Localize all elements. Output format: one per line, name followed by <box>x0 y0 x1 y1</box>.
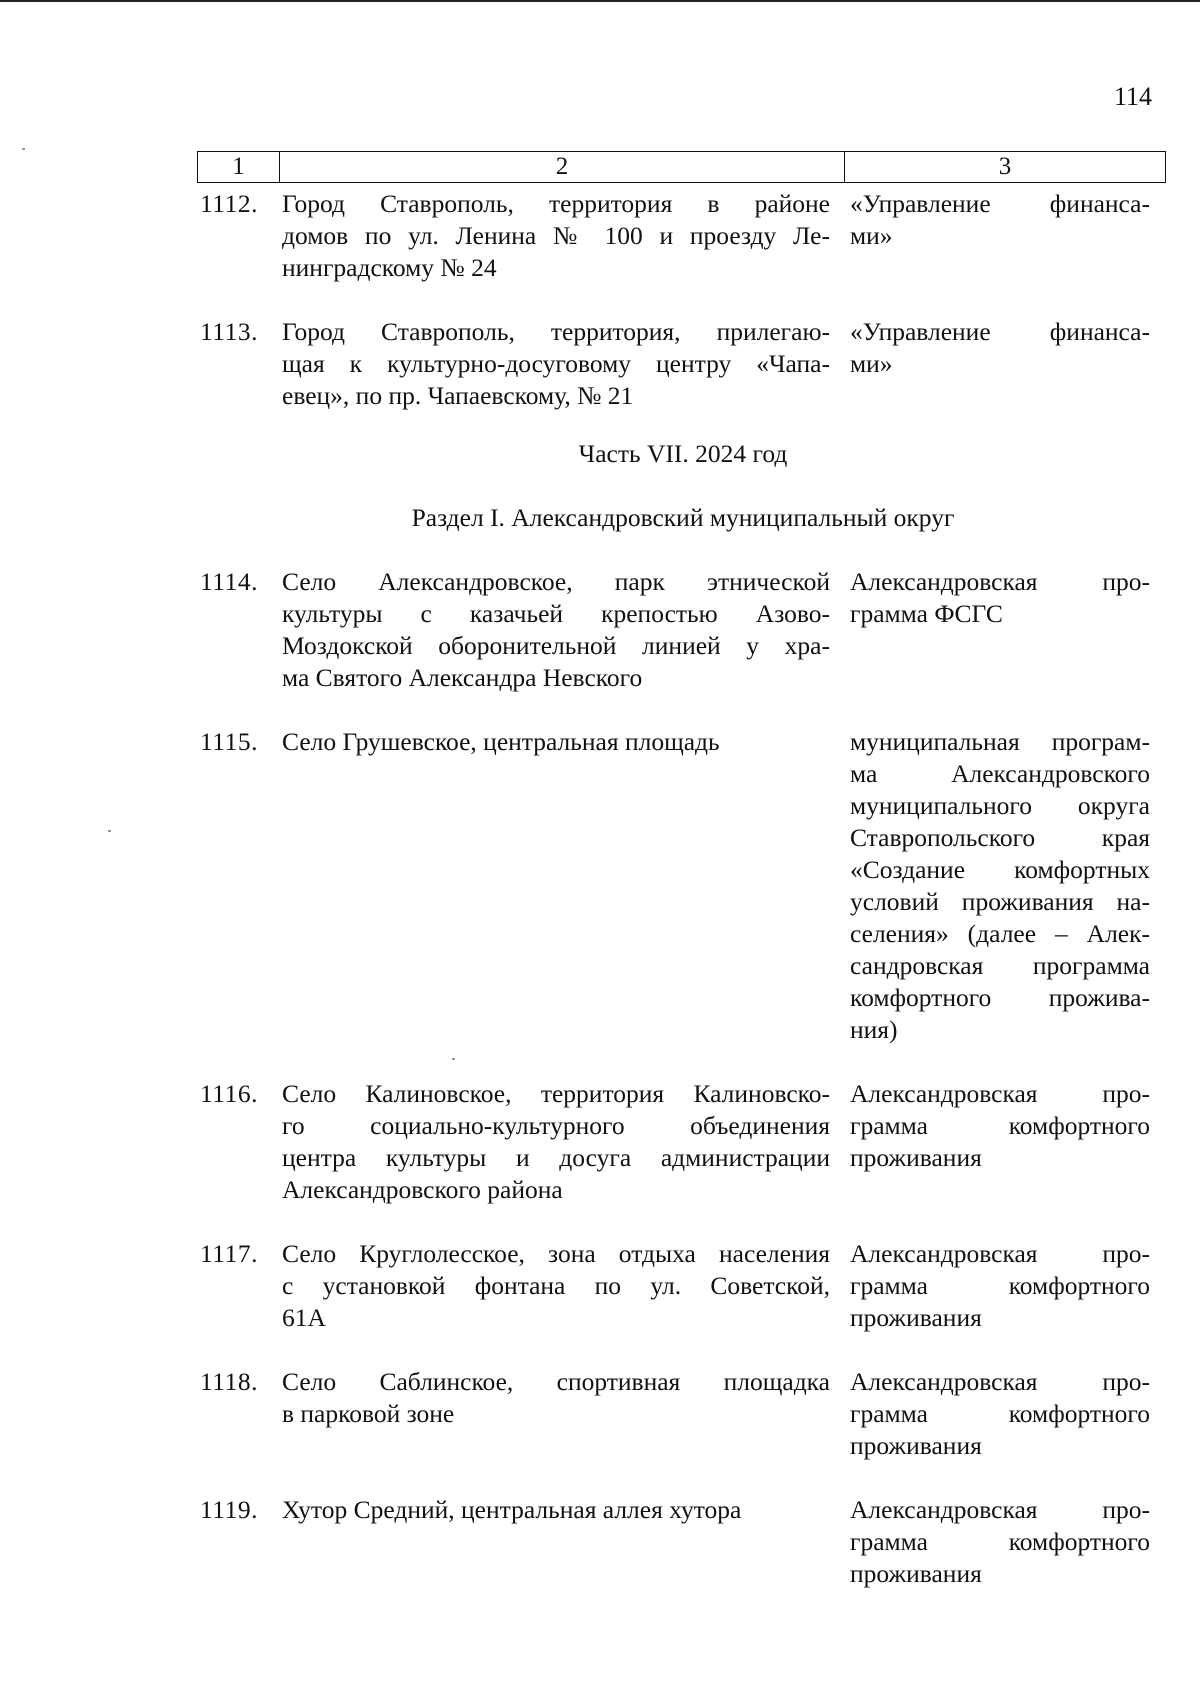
row-location <box>282 566 830 694</box>
row-number: 1113. <box>200 317 258 346</box>
row-location <box>282 188 830 284</box>
row-program <box>850 188 1150 284</box>
table-row <box>200 1078 1166 1206</box>
part-title: Часть VII. 2024 год <box>578 439 788 468</box>
location-line: домов по ул. Ленина № 100 и проезду Ле- <box>282 221 830 250</box>
table-row <box>200 1366 1166 1462</box>
section-title: Раздел I. Александровский муниципальный округ <box>411 503 955 532</box>
table-row <box>200 726 1166 1046</box>
location-line: в парковой зоне <box>282 1399 455 1428</box>
program-line: Александровская про- <box>850 1239 1150 1268</box>
program-line: ния) <box>850 1015 898 1044</box>
table-row <box>200 1238 1166 1334</box>
row-program <box>850 1078 1150 1206</box>
location-line: щая к культурно-досуговому центру «Чапа- <box>282 349 830 378</box>
location-line: го социально-культурного объединения <box>282 1111 830 1140</box>
program-line: проживания <box>850 1303 982 1332</box>
row-location <box>282 316 830 412</box>
program-line: «Управление финанса- <box>850 189 1150 218</box>
row-number: 1118. <box>200 1367 258 1396</box>
location-line: Хутор Средний, центральная аллея хутора <box>282 1495 742 1524</box>
program-line: ма Александровского <box>850 759 1150 788</box>
program-line: «Управление финанса- <box>850 317 1150 346</box>
program-line: грамма комфортного <box>850 1399 1150 1428</box>
scan-speck <box>108 830 111 832</box>
location-line: Село Александровское, парк этнической <box>282 567 830 596</box>
location-line: центра культуры и досуга администрации <box>282 1143 830 1172</box>
location-line: Село Саблинское, спортивная площадка <box>282 1367 830 1396</box>
program-line: муниципального округа <box>850 791 1150 820</box>
location-line: Село Калиновское, территория Калиновско- <box>282 1079 830 1108</box>
program-line: сандровская программа <box>850 951 1150 980</box>
row-program <box>850 566 1150 694</box>
row-program <box>850 316 1150 412</box>
location-line: культуры с казачьей крепостью Азово- <box>282 599 830 628</box>
program-line: «Создание комфортных <box>850 855 1150 884</box>
program-line: проживания <box>850 1143 982 1172</box>
table-row <box>200 566 1166 694</box>
table-row <box>200 188 1166 284</box>
row-location <box>282 1494 830 1590</box>
row-program <box>850 1366 1150 1462</box>
header-col-1: 1 <box>198 152 280 182</box>
header-col-3: 3 <box>998 153 1012 180</box>
document-body <box>200 188 1166 1590</box>
row-number: 1119. <box>200 1495 258 1524</box>
program-line: проживания <box>850 1431 982 1460</box>
location-line: Моздокской оборонительной линией у хра- <box>282 631 830 660</box>
program-line: грамма комфортного <box>850 1271 1150 1300</box>
row-program <box>850 1494 1150 1590</box>
location-line: Город Ставрополь, территория, прилегаю- <box>282 317 830 346</box>
location-line: нинградскому № 24 <box>282 253 497 282</box>
program-line: условий проживания на- <box>850 887 1150 916</box>
page-number: 114 <box>1113 82 1152 111</box>
row-number: 1116. <box>200 1079 258 1108</box>
program-line: грамма комфортного <box>850 1111 1150 1140</box>
program-line: проживания <box>850 1559 982 1588</box>
header-col-2: 2 <box>280 152 845 182</box>
location-line: 61А <box>282 1303 326 1332</box>
location-line: с установкой фонтана по ул. Советской, <box>282 1271 830 1300</box>
row-number: 1112. <box>200 189 258 218</box>
table-header <box>197 151 1166 183</box>
table-row <box>200 1494 1166 1590</box>
row-location <box>282 1238 830 1334</box>
program-line: селения» (далее – Алек- <box>850 919 1150 948</box>
program-line: Ставропольского края <box>850 823 1150 852</box>
program-line: ми» <box>850 349 893 378</box>
program-line: грамма ФСГС <box>850 599 1003 628</box>
scan-speck <box>22 148 25 150</box>
program-line: Александровская про- <box>850 1495 1150 1524</box>
location-line: Село Грушевское, центральная площадь <box>282 727 720 756</box>
row-location <box>282 1366 830 1462</box>
location-line: Село Круглолесское, зона отдыха населения <box>282 1239 830 1268</box>
program-line: Александровская про- <box>850 1079 1150 1108</box>
row-location <box>282 726 830 1046</box>
program-line: муниципальная програм- <box>850 727 1150 756</box>
row-number: 1117. <box>200 1239 258 1268</box>
program-line: комфортного прожива- <box>850 983 1150 1012</box>
page-top-edge <box>0 0 1200 2</box>
location-line: Город Ставрополь, территория в районе <box>282 189 830 218</box>
program-line: Александровская про- <box>850 567 1150 596</box>
program-line: Александровская про- <box>850 1367 1150 1396</box>
program-line: ми» <box>850 221 893 250</box>
table-row <box>200 316 1166 412</box>
row-program <box>850 1238 1150 1334</box>
row-program <box>850 726 1150 1046</box>
row-location <box>282 1078 830 1206</box>
location-line: Александровского района <box>282 1175 563 1204</box>
scan-speck <box>452 1058 455 1060</box>
location-line: евец», по пр. Чапаевскому, № 21 <box>282 381 634 410</box>
program-line: грамма комфортного <box>850 1527 1150 1556</box>
location-line: ма Святого Александра Невского <box>282 663 643 692</box>
row-number: 1115. <box>200 727 258 756</box>
row-number: 1114. <box>200 567 258 596</box>
